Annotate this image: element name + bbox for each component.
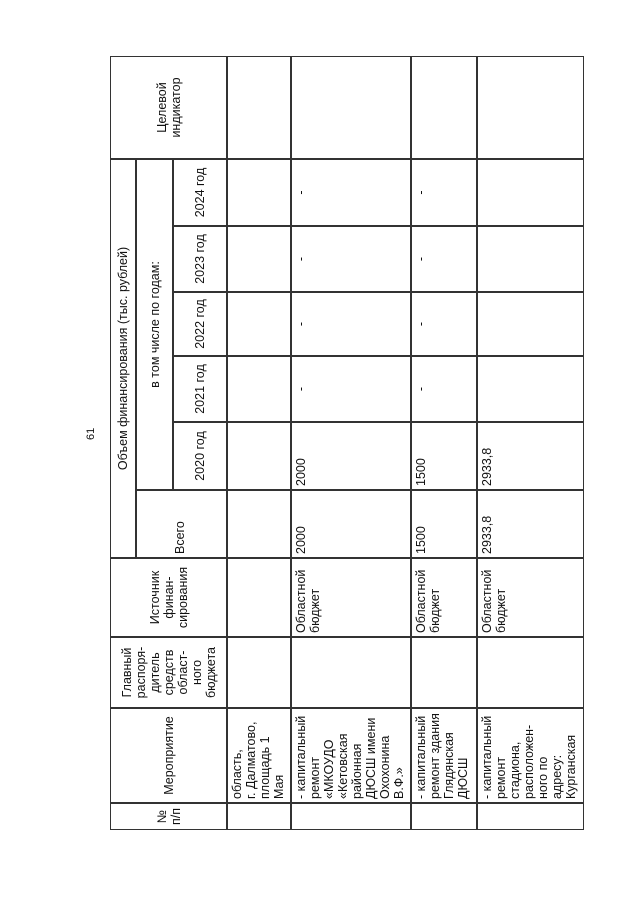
row-2024: - <box>411 159 477 226</box>
row-event: область, г. Далматово, площадь 1 Мая <box>227 708 291 803</box>
row-source: Областной бюджет <box>291 558 411 637</box>
row-total: 2933,8 <box>477 490 584 558</box>
row-2021: - <box>411 356 477 422</box>
row-num <box>411 803 477 830</box>
row-total: 1500 <box>411 490 477 558</box>
row-2020: 2000 <box>291 422 411 490</box>
header-source: Источник финан- сирования <box>110 558 227 637</box>
row-event: - капитальный ремонт стадиона, расположен- ного по адресу: Курганская <box>477 708 584 803</box>
row-2023 <box>227 226 291 292</box>
header-year-2022: 2022 год <box>173 292 227 356</box>
row-2022 <box>477 292 584 356</box>
row-target <box>477 56 584 159</box>
header-year-2021: 2021 год <box>173 356 227 422</box>
row-2023 <box>477 226 584 292</box>
row-num <box>227 803 291 830</box>
row-target <box>291 56 411 159</box>
row-2021: - <box>291 356 411 422</box>
row-source: Областной бюджет <box>477 558 584 637</box>
header-year-2020: 2020 год <box>173 422 227 490</box>
header-total: Всего <box>136 490 227 558</box>
row-manager <box>291 637 411 708</box>
row-2022 <box>227 292 291 356</box>
row-2024 <box>477 159 584 226</box>
row-manager <box>411 637 477 708</box>
row-target <box>411 56 477 159</box>
row-source <box>227 558 291 637</box>
header-by-years: в том числе по годам: <box>136 159 173 490</box>
row-2022: - <box>411 292 477 356</box>
header-year-2023: 2023 год <box>173 226 227 292</box>
header-manager: Главный распоря- дитель средств област- ного бюджета <box>110 637 227 708</box>
row-num <box>291 803 411 830</box>
row-2020 <box>227 422 291 490</box>
row-2020: 2933,8 <box>477 422 584 490</box>
row-total: 2000 <box>291 490 411 558</box>
row-source: Областной бюджет <box>411 558 477 637</box>
header-num: № п/п <box>110 803 227 830</box>
row-target <box>227 56 291 159</box>
header-event: Мероприятие <box>110 708 227 803</box>
row-total <box>227 490 291 558</box>
row-num <box>477 803 584 830</box>
row-manager <box>477 637 584 708</box>
header-funding: Объем финансирования (тыс. рублей) <box>110 159 136 558</box>
row-2021 <box>227 356 291 422</box>
row-event: - капитальный ремонт «МКОУДО «Кетовская районная ДЮСШ имени Охохонина В.Ф.» <box>291 708 411 803</box>
row-2023: - <box>291 226 411 292</box>
row-2024: - <box>291 159 411 226</box>
row-2020: 1500 <box>411 422 477 490</box>
row-2023: - <box>411 226 477 292</box>
row-2021 <box>477 356 584 422</box>
page-number: 61 <box>85 427 97 440</box>
row-2022: - <box>291 292 411 356</box>
header-year-2024: 2024 год <box>173 159 227 226</box>
row-manager <box>227 637 291 708</box>
row-event: - капитальный ремонт здания Глядянская ДЮСШ <box>411 708 477 803</box>
header-target: Целевой индикатор <box>110 56 227 159</box>
row-2024 <box>227 159 291 226</box>
